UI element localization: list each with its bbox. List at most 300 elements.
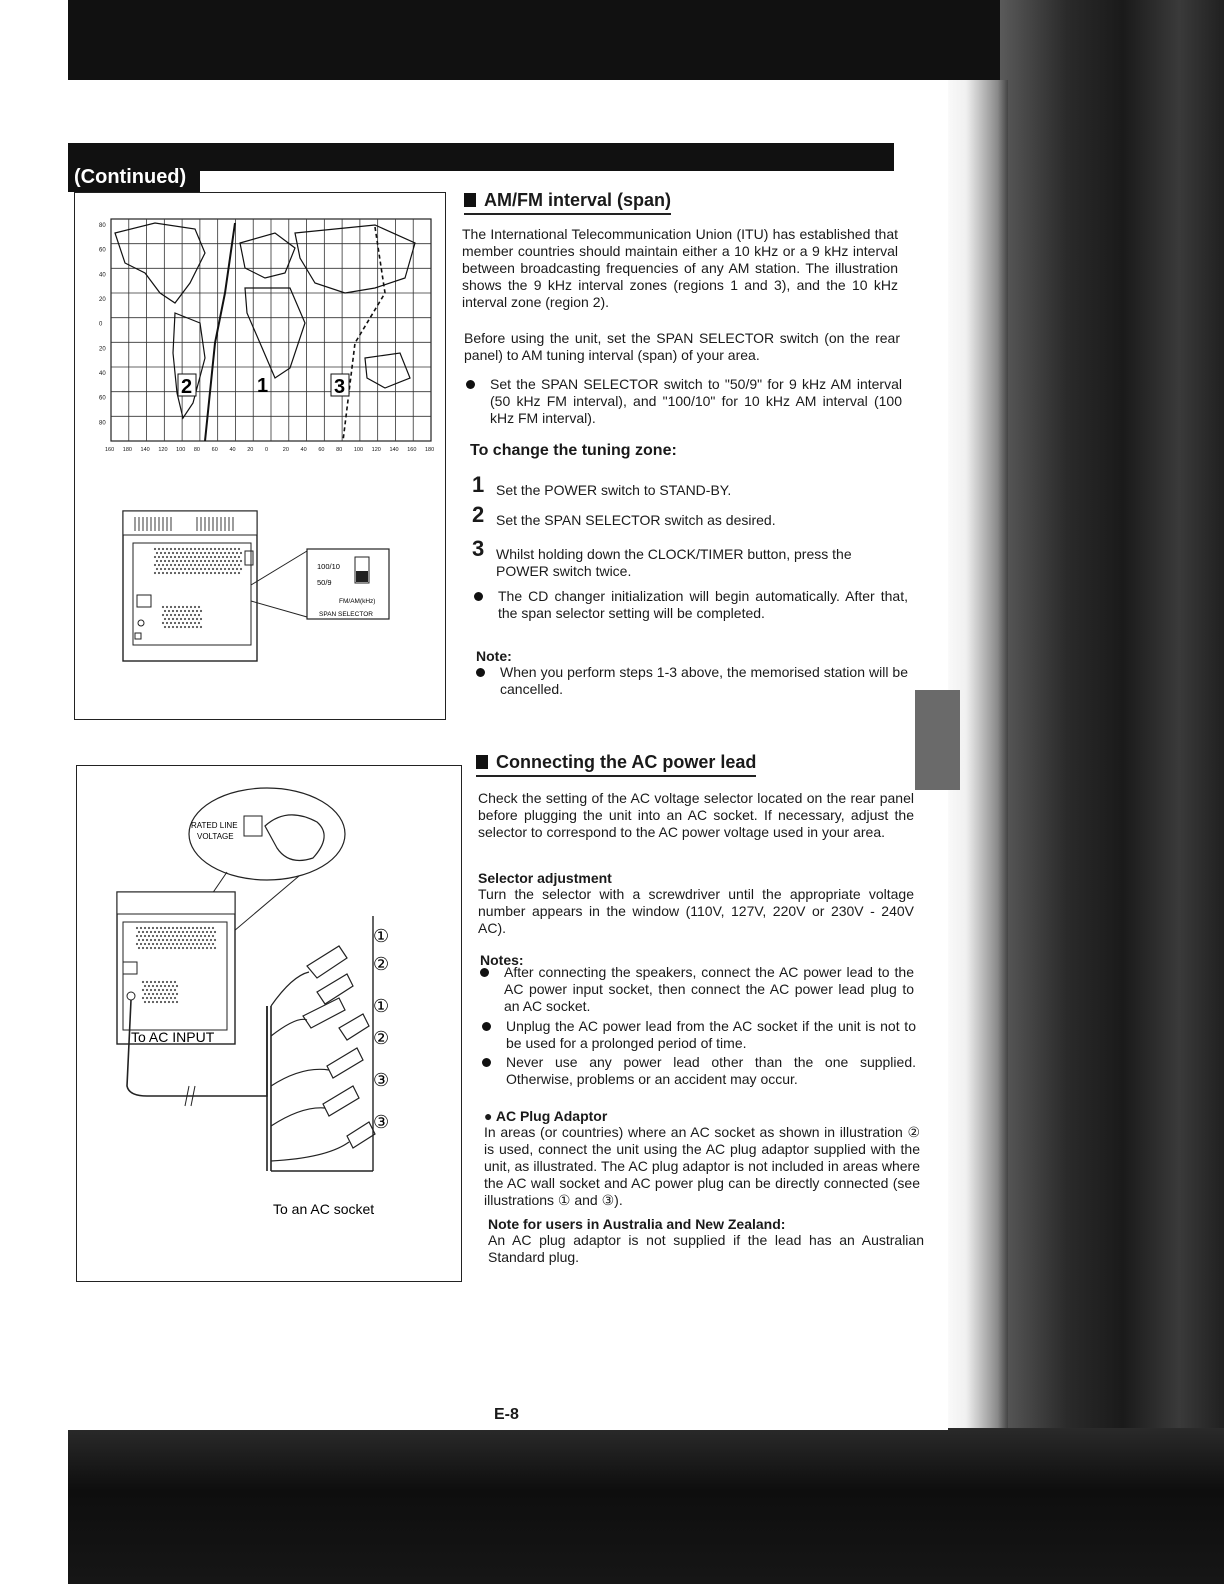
- vent-dot: [166, 556, 168, 558]
- vent-dot: [146, 939, 148, 941]
- map-longitude-label: 180: [425, 447, 435, 453]
- vent-dot: [190, 931, 192, 933]
- vent-dot: [234, 548, 236, 550]
- vent-dot: [170, 606, 172, 608]
- vent-dot: [238, 572, 240, 574]
- socket-marks: [373, 926, 389, 1132]
- vent-dot: [162, 564, 164, 566]
- vent-dot: [198, 947, 200, 949]
- vent-dot: [144, 943, 146, 945]
- vent-dot: [210, 939, 212, 941]
- vent-dot: [156, 943, 158, 945]
- vent-dot: [194, 931, 196, 933]
- vent-dot: [194, 947, 196, 949]
- vent-dot: [196, 927, 198, 929]
- vent-dot: [184, 610, 186, 612]
- vent-dot: [186, 947, 188, 949]
- vent-dot: [184, 927, 186, 929]
- vent-dot: [166, 931, 168, 933]
- vent-dot: [158, 997, 160, 999]
- vent-dot: [174, 947, 176, 949]
- vent-dot: [158, 947, 160, 949]
- rear-panel-drawing: [123, 511, 389, 661]
- vent-dot: [160, 943, 162, 945]
- continued-label: (Continued): [68, 160, 200, 192]
- adaptor-title: ● AC Plug Adaptor: [484, 1108, 608, 1124]
- vent-dot: [150, 981, 152, 983]
- vent-dot: [234, 572, 236, 574]
- span-selector-label: SPAN SELECTOR: [319, 611, 373, 618]
- vent-dot: [192, 927, 194, 929]
- vent-dot: [218, 548, 220, 550]
- vent-dot: [214, 931, 216, 933]
- power-note-1: After connecting the speakers, connect the AC power lead to the AC power input socket, then connect the AC power lead plug to an AC socket.: [480, 964, 914, 1015]
- vent-dot: [138, 947, 140, 949]
- vent-dot: [178, 622, 180, 624]
- map-longitude-label: 20: [282, 447, 289, 453]
- map-latitude-label: 40: [99, 272, 106, 279]
- vent-dot: [166, 989, 168, 991]
- vent-dot: [184, 943, 186, 945]
- vent-dot: [136, 927, 138, 929]
- vent-dot: [154, 556, 156, 558]
- vent-dot: [150, 939, 152, 941]
- vent-dot: [234, 564, 236, 566]
- vent-dot: [180, 927, 182, 929]
- map-longitude-label: 140: [389, 447, 399, 453]
- vent-dot: [172, 943, 174, 945]
- vent-dot: [180, 618, 182, 620]
- power-note-3: Never use any power lead other than the one supplied. Otherwise, problems or an accident may occur.: [482, 1054, 916, 1088]
- vent-dot: [156, 927, 158, 929]
- vent-dot: [180, 943, 182, 945]
- map-longitude-label: 120: [371, 447, 381, 453]
- vent-dot: [160, 993, 162, 995]
- vent-dot: [202, 564, 204, 566]
- vent-dot: [178, 931, 180, 933]
- vent-dot: [240, 560, 242, 562]
- step-1: 1 Set the POWER switch to STAND-BY.: [472, 472, 732, 498]
- vent-dot: [166, 981, 168, 983]
- vent-dot: [142, 981, 144, 983]
- notes-label: Notes:: [480, 952, 524, 968]
- vent-dot: [178, 606, 180, 608]
- vent-dot: [194, 548, 196, 550]
- vent-dot: [166, 572, 168, 574]
- vent-dot: [190, 564, 192, 566]
- vent-dot: [202, 931, 204, 933]
- switch-label-100-10: 100/10: [317, 562, 340, 571]
- vent-dot: [184, 618, 186, 620]
- vent-dot: [176, 626, 178, 628]
- vent-dot: [148, 1001, 150, 1003]
- world-map: [99, 219, 434, 453]
- map-longitude-label: 60: [211, 447, 218, 453]
- map-latitude-label: 60: [99, 247, 106, 254]
- vent-dot: [172, 993, 174, 995]
- vent-dot: [164, 1001, 166, 1003]
- vent-dot: [168, 610, 170, 612]
- vent-dot: [208, 927, 210, 929]
- vent-dot: [152, 1001, 154, 1003]
- vent-dot: [152, 927, 154, 929]
- vent-dot: [142, 947, 144, 949]
- vent-dot: [232, 568, 234, 570]
- map-longitude-label: 40: [229, 447, 236, 453]
- vent-dot: [222, 548, 224, 550]
- vent-dot: [178, 556, 180, 558]
- region-3-label: 3: [334, 376, 346, 398]
- vent-dot: [198, 564, 200, 566]
- vent-dot: [176, 993, 178, 995]
- vent-dot: [156, 935, 158, 937]
- vent-dot: [210, 931, 212, 933]
- vent-dot: [194, 556, 196, 558]
- vent-dot: [230, 564, 232, 566]
- vent-dot: [210, 572, 212, 574]
- vent-dot: [154, 981, 156, 983]
- vent-dot: [190, 947, 192, 949]
- vent-dot: [236, 552, 238, 554]
- vent-dot: [146, 989, 148, 991]
- vent-dot: [174, 556, 176, 558]
- vent-dot: [166, 614, 168, 616]
- vent-dot: [146, 931, 148, 933]
- vent-dot: [174, 997, 176, 999]
- vent-dot: [164, 935, 166, 937]
- vent-dot: [208, 568, 210, 570]
- vent-dot: [186, 939, 188, 941]
- tuning-zone-subheading: To change the tuning zone:: [470, 442, 677, 459]
- vent-dot: [176, 618, 178, 620]
- vent-dot: [164, 618, 166, 620]
- vent-dot: [188, 618, 190, 620]
- vent-dot: [198, 939, 200, 941]
- vent-dot: [166, 606, 168, 608]
- vent-dot: [142, 989, 144, 991]
- vent-dot: [168, 927, 170, 929]
- vent-dot: [148, 985, 150, 987]
- vent-dot: [178, 939, 180, 941]
- map-latitude-label: 80: [99, 420, 106, 427]
- vent-dot: [200, 927, 202, 929]
- vent-dot: [176, 927, 178, 929]
- vent-dot: [162, 931, 164, 933]
- map-latitude-label: 20: [99, 297, 106, 303]
- vent-dot: [194, 614, 196, 616]
- vent-dot: [174, 572, 176, 574]
- vent-dot: [148, 993, 150, 995]
- vent-dot: [166, 939, 168, 941]
- vent-dot: [158, 981, 160, 983]
- vent-dot: [136, 943, 138, 945]
- selector-adjustment-title: Selector adjustment: [478, 870, 612, 886]
- vent-dot: [180, 560, 182, 562]
- australia-note-text: An AC plug adaptor is not supplied if the lead has an Australian Standard plug.: [488, 1232, 924, 1265]
- region-2-label: 2: [181, 376, 193, 398]
- vent-dot: [186, 564, 188, 566]
- vent-dot: [206, 548, 208, 550]
- vent-dot: [164, 993, 166, 995]
- vent-dot: [210, 548, 212, 550]
- vent-dot: [204, 560, 206, 562]
- vent-dot: [170, 556, 172, 558]
- vent-dot: [184, 568, 186, 570]
- vent-dot: [154, 548, 156, 550]
- illustration-panel-power: [76, 765, 462, 1282]
- vent-dot: [192, 568, 194, 570]
- note-bullet: When you perform steps 1-3 above, the memorised station will be cancelled.: [476, 664, 908, 698]
- vent-dot: [220, 560, 222, 562]
- vent-dot: [170, 997, 172, 999]
- vent-dot: [140, 927, 142, 929]
- vent-dot: [170, 931, 172, 933]
- vent-dot: [182, 939, 184, 941]
- vent-dot: [150, 947, 152, 949]
- vent-dot: [210, 564, 212, 566]
- vent-dot: [224, 552, 226, 554]
- vent-dot: [162, 606, 164, 608]
- vent-dot: [180, 568, 182, 570]
- vent-dot: [190, 556, 192, 558]
- vent-dot: [188, 943, 190, 945]
- vent-dot: [206, 947, 208, 949]
- vent-dot: [172, 618, 174, 620]
- vent-dot: [194, 606, 196, 608]
- vent-dot: [194, 939, 196, 941]
- vent-dot: [170, 614, 172, 616]
- vent-dot: [214, 564, 216, 566]
- vent-dot: [184, 560, 186, 562]
- vent-dot: [164, 943, 166, 945]
- vent-dot: [186, 606, 188, 608]
- vent-dot: [212, 943, 214, 945]
- map-latitude-label: 40: [99, 371, 106, 377]
- selector-adjustment-text: Turn the selector with a screwdriver until the appropriate voltage number appears in the window (110V, 127V, 220V or 230V - 240V AC).: [478, 886, 914, 936]
- vent-dot: [212, 560, 214, 562]
- socket-mark-3: ①: [373, 996, 390, 1016]
- vent-dot: [154, 564, 156, 566]
- vent-dot: [174, 989, 176, 991]
- vent-dot: [180, 626, 182, 628]
- vent-dot: [142, 939, 144, 941]
- span-bullet-1: Set the SPAN SELECTOR switch to "50/9" for 9 kHz AM interval (50 kHz FM interval), and "100/10" for 10 kHz AM interval (100 kHz FM interval).: [466, 376, 902, 427]
- vent-dot: [166, 564, 168, 566]
- section-title-power: Connecting the AC power lead: [476, 752, 756, 777]
- vent-dot: [168, 552, 170, 554]
- region-1-label: 1: [257, 375, 269, 397]
- vent-dot: [154, 989, 156, 991]
- vent-dot: [182, 622, 184, 624]
- vent-dot: [214, 572, 216, 574]
- span-instruction-paragraph: Before using the unit, set the SPAN SELECTOR switch (on the rear panel) to AM tuning interval (span) of your area.: [464, 330, 900, 363]
- vent-dot: [168, 943, 170, 945]
- vent-dot: [214, 556, 216, 558]
- vent-dot: [224, 560, 226, 562]
- vent-dot: [182, 931, 184, 933]
- vent-dot: [188, 927, 190, 929]
- vent-dot: [146, 947, 148, 949]
- vent-dot: [230, 556, 232, 558]
- vent-dot: [186, 572, 188, 574]
- vent-dot: [162, 947, 164, 949]
- vent-dot: [170, 564, 172, 566]
- vent-dot: [162, 622, 164, 624]
- vent-dot: [192, 618, 194, 620]
- vent-dot: [186, 556, 188, 558]
- map-latitude-label: 0: [99, 321, 103, 328]
- vent-dot: [222, 564, 224, 566]
- vent-dot: [220, 568, 222, 570]
- map-longitude-label: 120: [158, 447, 168, 453]
- vent-dot: [192, 552, 194, 554]
- vent-dot: [200, 935, 202, 937]
- vent-dot: [162, 939, 164, 941]
- vent-dot: [212, 935, 214, 937]
- vent-dot: [180, 552, 182, 554]
- vent-dot: [188, 935, 190, 937]
- vent-dot: [188, 568, 190, 570]
- vent-dot: [196, 552, 198, 554]
- vent-dot: [148, 943, 150, 945]
- rated-line-label: RATED LINE: [191, 821, 238, 830]
- vent-dot: [206, 939, 208, 941]
- vent-dot: [154, 572, 156, 574]
- page-tab-marker: [915, 690, 960, 790]
- vent-dot: [172, 610, 174, 612]
- vent-dot: [162, 614, 164, 616]
- map-longitude-label: 140: [140, 447, 150, 453]
- vent-dot: [150, 989, 152, 991]
- vent-dot: [156, 985, 158, 987]
- vent-dot: [168, 626, 170, 628]
- vent-dot: [172, 552, 174, 554]
- vent-dot: [218, 564, 220, 566]
- vent-dot: [146, 997, 148, 999]
- vent-dot: [168, 1001, 170, 1003]
- vent-dot: [160, 560, 162, 562]
- vent-dot: [152, 943, 154, 945]
- switch-label-50-9: 50/9: [317, 578, 332, 587]
- vent-dot: [176, 943, 178, 945]
- vent-dot: [198, 614, 200, 616]
- vent-dot: [166, 622, 168, 624]
- vent-dot: [202, 939, 204, 941]
- step-2: 2 Set the SPAN SELECTOR switch as desired.: [472, 502, 776, 528]
- vent-dot: [184, 552, 186, 554]
- vent-dot: [192, 943, 194, 945]
- vent-dot: [188, 610, 190, 612]
- power-note-2: Unplug the AC power lead from the AC socket if the unit is not to be used for a prolonged period of time.: [482, 1018, 916, 1052]
- vent-dot: [152, 935, 154, 937]
- vent-dot: [208, 552, 210, 554]
- vent-dot: [232, 560, 234, 562]
- vent-dot: [178, 564, 180, 566]
- vent-dot: [146, 981, 148, 983]
- vent-dot: [206, 564, 208, 566]
- map-latitude-label: 80: [99, 223, 106, 229]
- vent-dot: [222, 556, 224, 558]
- vent-dot: [218, 572, 220, 574]
- vent-dot: [212, 927, 214, 929]
- vent-dot: [220, 552, 222, 554]
- vent-dot: [198, 606, 200, 608]
- vent-dot: [198, 572, 200, 574]
- vent-dot: [234, 556, 236, 558]
- vent-dot: [170, 981, 172, 983]
- power-intro-paragraph: Check the setting of the AC voltage selector located on the rear panel before plugging the unit into an AC socket. If necessary, adjust the selector to correspond to the AC power voltage used in your area.: [478, 790, 914, 840]
- vent-dot: [138, 931, 140, 933]
- vent-dot: [226, 556, 228, 558]
- vent-dot: [196, 626, 198, 628]
- vent-dot: [178, 572, 180, 574]
- vent-dot: [170, 947, 172, 949]
- map-longitude-label: 60: [318, 447, 325, 453]
- vent-dot: [236, 568, 238, 570]
- illustration-panel-span: [74, 192, 446, 720]
- vent-dot: [164, 568, 166, 570]
- vent-dot: [200, 560, 202, 562]
- to-ac-socket-label: To an AC socket: [273, 1201, 375, 1217]
- vent-dot: [214, 548, 216, 550]
- vent-dot: [204, 927, 206, 929]
- vent-dot: [178, 614, 180, 616]
- vent-dot: [228, 568, 230, 570]
- vent-dot: [166, 947, 168, 949]
- vent-dot: [150, 997, 152, 999]
- vent-dot: [164, 927, 166, 929]
- note-label: Note:: [476, 648, 512, 664]
- map-latitude-label: 60: [99, 395, 106, 402]
- vent-dot: [176, 568, 178, 570]
- vent-dot: [200, 943, 202, 945]
- vent-dot: [216, 552, 218, 554]
- vent-dot: [240, 552, 242, 554]
- vent-dot: [154, 939, 156, 941]
- vent-dot: [184, 935, 186, 937]
- vent-dot: [182, 572, 184, 574]
- vent-dot: [236, 560, 238, 562]
- vent-dot: [196, 618, 198, 620]
- scan-border-right: [1000, 0, 1224, 1584]
- vent-dot: [170, 572, 172, 574]
- vent-dot: [160, 985, 162, 987]
- vent-dot: [210, 556, 212, 558]
- vent-dot: [206, 572, 208, 574]
- vent-dot: [172, 626, 174, 628]
- vent-dot: [216, 560, 218, 562]
- vent-dot: [168, 568, 170, 570]
- vent-dot: [180, 610, 182, 612]
- vent-dot: [158, 556, 160, 558]
- vent-dot: [204, 943, 206, 945]
- vent-dot: [198, 931, 200, 933]
- map-longitude-label: 20: [247, 447, 254, 453]
- vent-dot: [196, 935, 198, 937]
- vent-dot: [156, 560, 158, 562]
- vent-dot: [166, 548, 168, 550]
- vent-dot: [208, 560, 210, 562]
- vent-dot: [172, 1001, 174, 1003]
- vent-dot: [188, 552, 190, 554]
- vent-dot: [194, 564, 196, 566]
- vent-dot: [176, 935, 178, 937]
- vent-dot: [174, 614, 176, 616]
- vent-dot: [224, 568, 226, 570]
- vent-dot: [196, 560, 198, 562]
- switch-unit-label: FM/AM(kHz): [339, 598, 376, 605]
- socket-mark-6: ③: [373, 1112, 390, 1132]
